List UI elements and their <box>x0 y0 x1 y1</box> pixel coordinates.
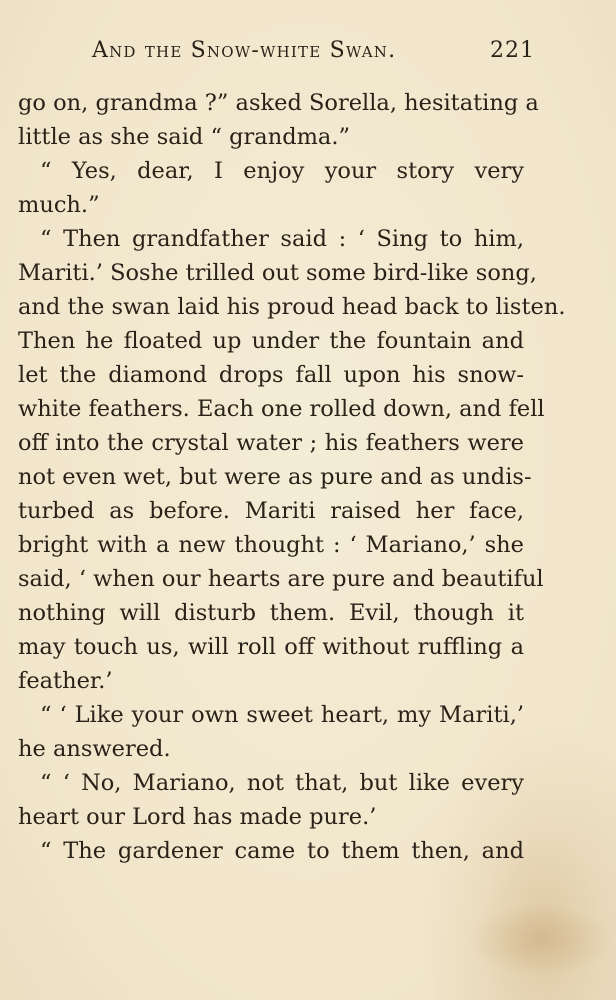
text-line: bright with a new thought : ‘ Mariano,’ she <box>18 532 524 558</box>
text-line: off into the crystal water ; his feathers were <box>18 430 524 456</box>
text-line: and the swan laid his proud head back to listen. <box>18 294 566 320</box>
text-line: feather.’ <box>18 668 113 694</box>
text-line: go on, grandma ?” asked Sorella, hesitating a <box>18 90 539 116</box>
text-line: white feathers. Each one rolled down, and fell <box>18 396 545 422</box>
running-title: And the Snow-white Swan. <box>92 38 397 63</box>
text-line: let the diamond drops fall upon his snow- <box>18 362 524 388</box>
text-line: nothing will disturb them. Evil, though it <box>18 600 524 626</box>
text-line: he answered. <box>18 736 171 762</box>
text-line: Then he floated up under the fountain and <box>18 328 524 354</box>
running-head <box>0 38 616 68</box>
body-text <box>18 86 566 868</box>
text-line: may touch us, will roll off without ruffling a <box>18 634 524 660</box>
text-line: much.” <box>18 192 100 218</box>
text-line: little as she said “ grandma.” <box>18 124 350 150</box>
text-line: not even wet, but were as pure and as undis- <box>18 464 532 490</box>
paper-stain <box>470 905 610 975</box>
text-line: “ Yes, dear, I enjoy your story very <box>40 158 524 184</box>
text-line: said, ‘ when our hearts are pure and beautiful <box>18 566 544 592</box>
page-number: 221 <box>490 38 535 63</box>
text-line: Mariti.’ Soshe trilled out some bird-like song, <box>18 260 537 286</box>
text-line: “ ‘ No, Mariano, not that, but like every <box>40 770 524 796</box>
text-line: turbed as before. Mariti raised her face, <box>18 498 524 524</box>
text-line: “ Then grandfather said : ‘ Sing to him, <box>40 226 524 252</box>
text-line: heart our Lord has made pure.’ <box>18 804 377 830</box>
text-line: “ The gardener came to them then, and <box>40 838 524 864</box>
text-line: “ ‘ Like your own sweet heart, my Mariti,’ <box>40 702 524 728</box>
